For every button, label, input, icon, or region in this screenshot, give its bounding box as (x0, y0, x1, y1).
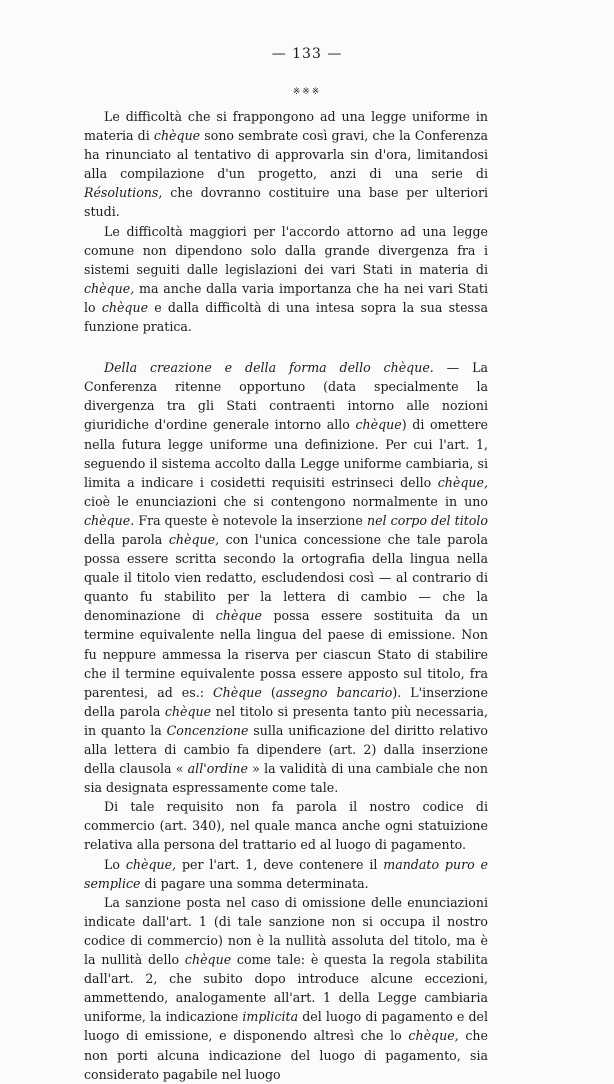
text-run: della parola (84, 531, 169, 547)
text-run: ) di omettere nella futura legge uniforme una definizione. Per cui l'art. 1, seguendo il sistema accolto dalla Legge uniforme cambiaria, si limita a indicare i cosidetti requisiti estrinseci dello (84, 417, 488, 490)
text-run: per l'art. 1, deve contenere il (176, 856, 384, 872)
paragraph (84, 222, 488, 337)
italic-text: chèque, (125, 856, 177, 872)
italic-text: chèque, (168, 531, 220, 547)
paragraph (84, 893, 488, 1084)
text-run: cioè le enunciazioni che si contengono normalmente in uno (84, 493, 488, 509)
italic-text: chèque (184, 952, 232, 968)
italic-text: chèque, (84, 280, 135, 296)
italic-text: chèque, (408, 1028, 459, 1044)
italic-text: chèque (164, 703, 212, 719)
italic-text: Résolutions (84, 185, 159, 201)
text-run: Le difficoltà che si frappongono ad una legge uniforme in materia di (84, 109, 488, 144)
italic-text: Chèque (213, 684, 262, 700)
page-number: — 133 — (271, 46, 343, 62)
text-run: Lo (104, 856, 126, 872)
paragraph (84, 797, 488, 854)
italic-text: chèque, (437, 474, 488, 490)
italic-text: chèque (153, 128, 201, 144)
text-run: del luogo di pagamento e del luogo di emissione, e disponendo altresì che lo (84, 1009, 488, 1044)
text-run: con l'unica concessione che tale parola possa essere scritta secondo la ortografia della lingua nella quale il titolo vien redatto, escludendosi così — al contrario di quanto fu stabilito per la lettera di cambio — che la denominazione di (84, 531, 489, 624)
text-run: sono sembrate così gravi, che la Conferenza ha rinunciato al tentativo di approvarla sin d'ora, limitandosi alla compilazione d'un progetto, anzi di una serie di (84, 128, 488, 182)
text-run: , che dovranno costituire una base per ulteriori studi. (84, 185, 488, 220)
italic-text: implicita (242, 1009, 299, 1025)
italic-text: chèque (101, 299, 149, 315)
text-run: ( (261, 684, 276, 700)
text-run: — La Conferenza ritenne opportuno (data specialmente la divergenza tra gli Stati contraenti intorno alle nozioni giuridiche d'ordine generale intorno allo (84, 360, 488, 433)
text-run: Fra queste è notevole la inserzione (134, 512, 367, 528)
text-run: nel titolo si presenta tanto più necessaria, in quanto la (84, 703, 488, 738)
document-body (84, 107, 488, 1084)
italic-text: chèque (355, 417, 402, 433)
text-run: » la validità di una cambiale che non sia designata espressamente come tale. (84, 761, 488, 796)
paragraph (84, 855, 488, 893)
text-run: ma anche dalla varia importanza che ha nei vari Stati lo (84, 280, 488, 315)
text-run: come tale: è questa la regola stabilita dall'art. 2, che subito dopo introduce alcune eccezioni, ammettendo, analogamente all'art. 1 della Legge cambiaria uniforme, la indicazione (84, 952, 488, 1025)
italic-text: nel corpo del titolo (366, 512, 488, 528)
italic-text: mandato puro e semplice (84, 856, 488, 891)
text-run: Di tale requisito non fa parola il nostro codice di commercio (art. 340), nel quale manca anche ogni statuizione relativa alla persona del trattario ed al luogo di pagamento. (84, 799, 488, 853)
section-ornament: ※※※ (292, 87, 322, 97)
paragraph (84, 107, 488, 222)
text-run: La sanzione posta nel caso di omissione delle enunciazioni indicate dall'art. 1 (di tale sanzione non si occupa il nostro codice di commercio) non è la nullità assoluta del titolo, ma è la nullità dello (84, 894, 488, 968)
text-run: che non porti alcuna indicazione del luogo di pagamento, sia considerato pagabile nel luogo (84, 1028, 488, 1082)
text-run: possa essere sostituita da un termine equivalente nella lingua del paese di emissione. Non fu neppure ammessa la riserva per ciascun Stato di stabilire che il termine equivalente possa essere apposto sul titolo, fra parentesi, ad es.: (84, 608, 488, 700)
text-run: di pagare una somma determinata. (140, 875, 369, 891)
paragraph (84, 358, 488, 797)
text-run: Le difficoltà maggiori per l'accordo attorno ad una legge comune non dipendono solo dalla grande divergenza fra i sistemi seguiti dalle legislazioni dei vari Stati in materia di (84, 223, 488, 277)
text-run: ). L'inserzione della parola (84, 684, 488, 719)
italic-text: assegno bancario (275, 684, 393, 700)
italic-text: Della creazione e della forma dello chèque. (104, 360, 434, 376)
italic-text: all'ordine (187, 761, 248, 777)
text-run: sulla unificazione del diritto relativo alla lettera di cambio fa dipendere (art. 2) dalla inserzione della clausola « (84, 722, 488, 777)
italic-text: chèque (215, 608, 262, 624)
text-run: e dalla difficoltà di una intesa sopra la sua stessa funzione pratica. (84, 299, 488, 335)
italic-text: chèque. (84, 512, 135, 528)
italic-text: Concenzione (166, 722, 249, 738)
